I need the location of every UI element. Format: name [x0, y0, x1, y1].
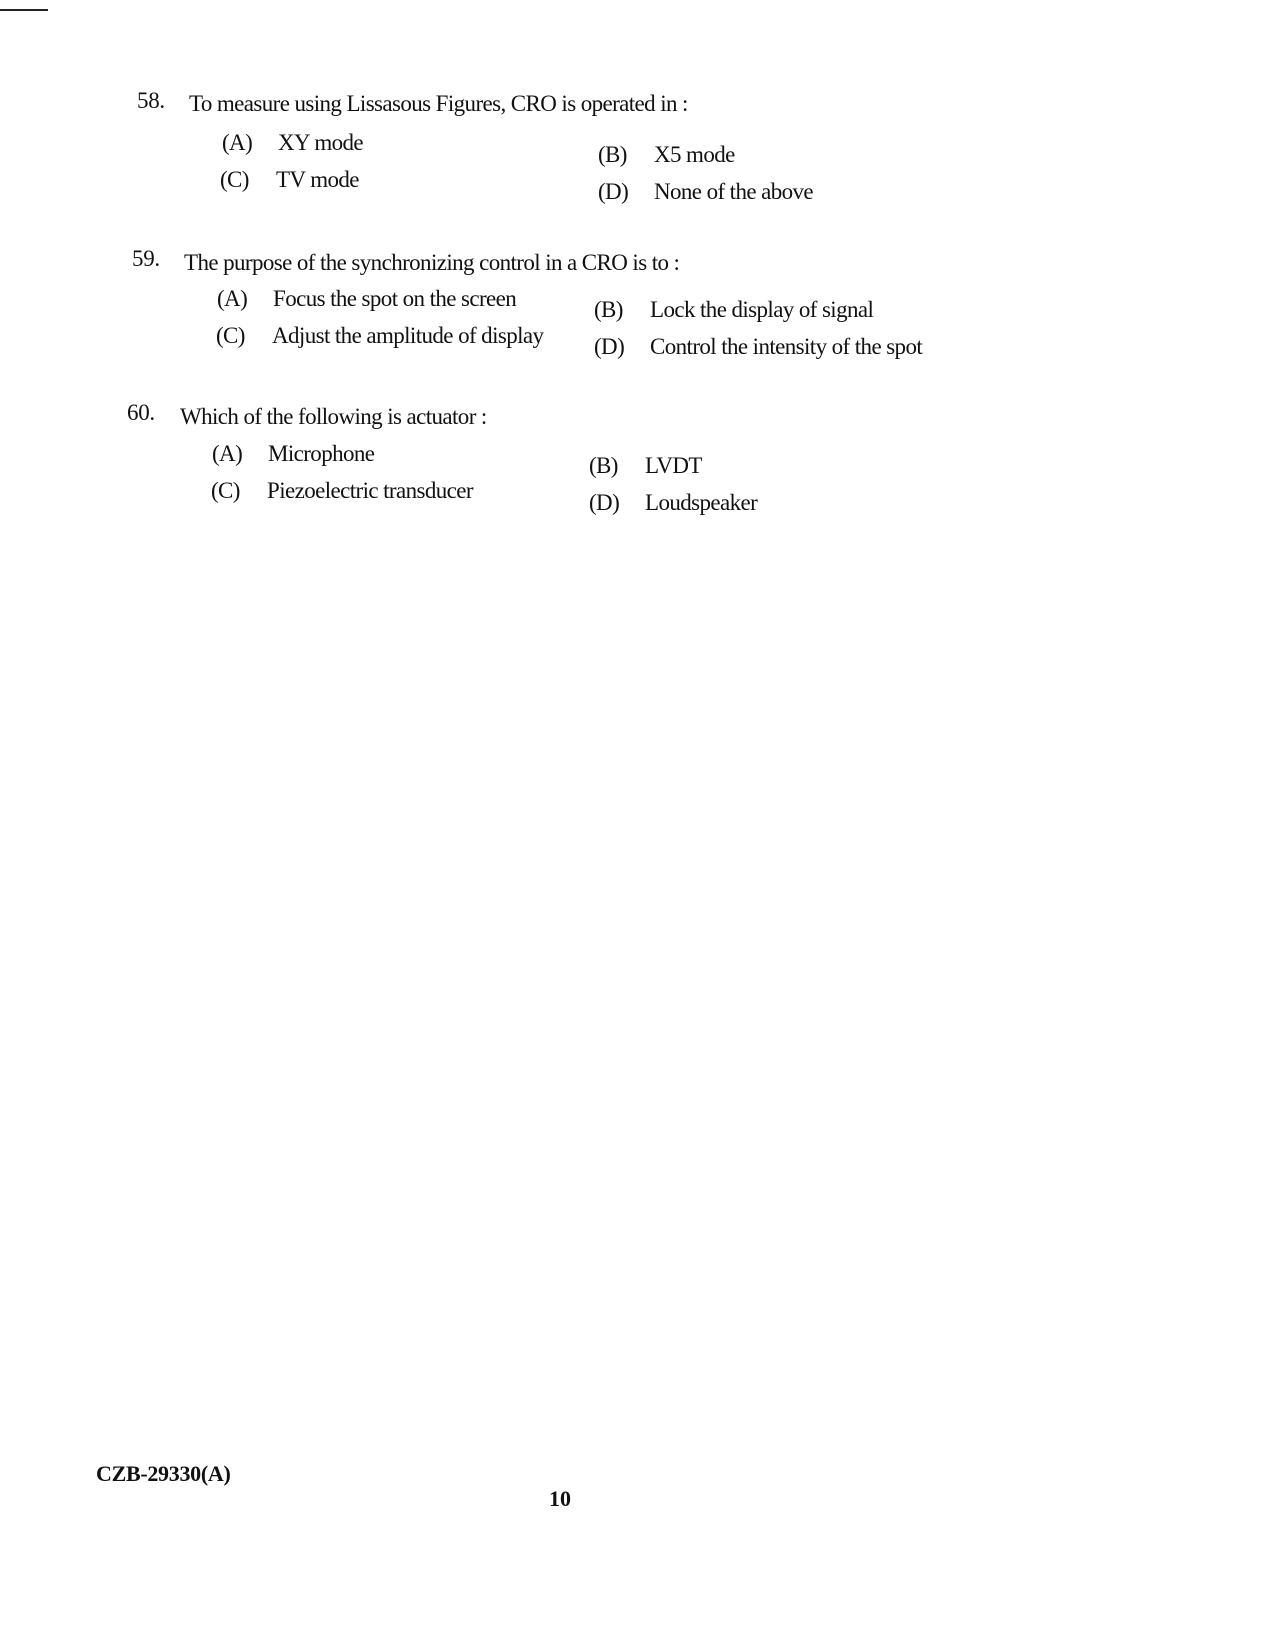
option-text: Focus the spot on the screen: [273, 286, 517, 311]
option-d: [598, 179, 813, 205]
option-text: LVDT: [645, 453, 702, 478]
option-text: Microphone: [268, 441, 375, 466]
option-letter: (D): [594, 334, 625, 359]
option-text: None of the above: [654, 179, 814, 204]
option-letter: (B): [598, 142, 627, 167]
option-c: [216, 323, 543, 349]
option-a: [212, 441, 374, 467]
option-letter: (A): [222, 130, 253, 155]
question-number: 60.: [127, 400, 155, 425]
option-text: X5 mode: [654, 142, 735, 167]
option-letter: (A): [217, 286, 248, 311]
option-b: [594, 297, 873, 323]
option-text: XY mode: [278, 130, 364, 155]
option-letter: (D): [589, 490, 620, 515]
option-letter: (B): [594, 297, 623, 322]
option-c: [220, 167, 359, 193]
option-text: Adjust the amplitude of display: [272, 323, 544, 348]
option-a: [217, 286, 516, 312]
option-c: [211, 478, 473, 504]
option-letter: (C): [216, 323, 245, 348]
question-number: 58.: [137, 88, 165, 113]
top-rule: [0, 9, 48, 11]
option-text: Lock the display of signal: [650, 297, 874, 322]
option-text: Loudspeaker: [645, 490, 758, 515]
question-text: Which of the following is actuator :: [180, 404, 487, 429]
option-d: [589, 490, 757, 516]
option-letter: (C): [220, 167, 249, 192]
option-text: Control the intensity of the spot: [650, 334, 923, 359]
option-text: TV mode: [276, 167, 359, 192]
option-text: Piezoelectric transducer: [267, 478, 473, 503]
booklet-code: CZB-29330(A): [96, 1461, 231, 1486]
question-text: The purpose of the synchronizing control in a CRO is to :: [184, 250, 680, 275]
option-letter: (A): [212, 441, 243, 466]
option-d: [594, 334, 922, 360]
option-letter: (D): [598, 179, 629, 204]
option-letter: (B): [589, 453, 618, 478]
question-number: 59.: [132, 246, 160, 271]
option-b: [589, 453, 702, 479]
option-a: [222, 130, 363, 156]
page-number: 10: [549, 1486, 571, 1511]
option-letter: (C): [211, 478, 240, 503]
question-text: To measure using Lissasous Figures, CRO is operated in :: [189, 91, 688, 116]
option-b: [598, 142, 735, 168]
